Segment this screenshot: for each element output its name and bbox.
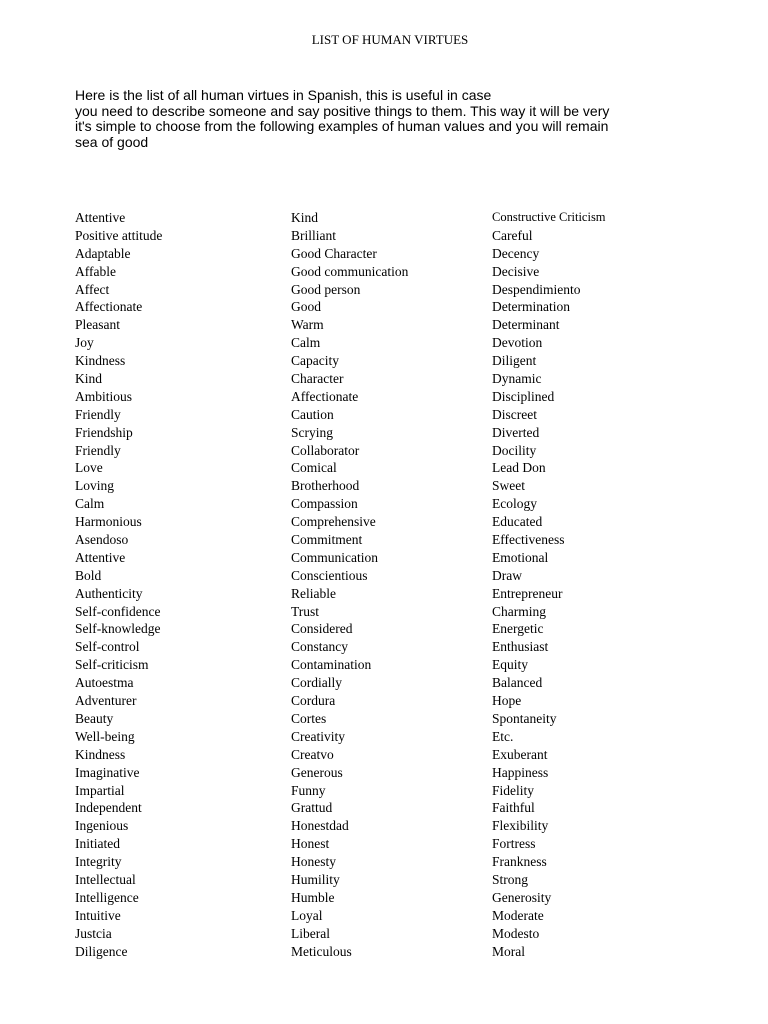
virtue-item: Self-knowledge — [75, 621, 161, 637]
virtue-item: Impartial — [75, 782, 125, 798]
virtue-item: Caution — [291, 406, 334, 422]
virtue-item: Adventurer — [75, 693, 137, 709]
virtue-item: Friendly — [75, 406, 121, 422]
virtue-item: Trust — [291, 603, 320, 619]
virtue-item: Kind — [75, 371, 102, 387]
virtues-column-2 — [291, 209, 481, 960]
virtue-item: Autoestma — [75, 675, 134, 691]
virtue-item: Creatvo — [291, 746, 334, 762]
virtue-item: Faithful — [492, 800, 535, 816]
virtue-item: Energetic — [492, 621, 544, 637]
virtue-item: Loyal — [291, 907, 323, 923]
virtue-item: Devotion — [492, 335, 543, 351]
virtue-item: Diverted — [492, 424, 540, 440]
virtue-item: Hope — [492, 693, 522, 709]
virtue-item: Commitment — [291, 532, 363, 548]
virtue-item: Funny — [291, 782, 326, 798]
virtue-item: Enthusiast — [492, 639, 549, 655]
virtue-item: Constancy — [291, 639, 348, 655]
virtue-item: Warm — [291, 317, 324, 333]
virtues-column-3 — [492, 209, 692, 960]
virtue-item: Adaptable — [75, 245, 131, 261]
virtue-item: Happiness — [492, 764, 549, 780]
virtue-item: Affectionate — [75, 299, 143, 315]
virtue-item: Ambitious — [75, 388, 133, 404]
virtue-item: Meticulous — [291, 943, 352, 959]
virtue-item: Sweet — [492, 478, 525, 494]
virtue-item: Entrepreneur — [492, 585, 563, 601]
virtue-item: Exuberant — [492, 746, 548, 762]
virtue-item: Loving — [75, 478, 114, 494]
virtue-item: Creativity — [291, 728, 345, 744]
virtue-item: Discreet — [492, 406, 537, 422]
virtue-item: Compassion — [291, 496, 358, 512]
virtue-item: Intellectual — [75, 871, 136, 887]
virtue-item: Comprehensive — [291, 514, 376, 530]
intro-line: you need to describe someone and say positive things to them. This way it will be very — [75, 102, 610, 119]
virtue-item: Affect — [75, 281, 110, 297]
virtue-item: Beauty — [75, 710, 114, 726]
virtue-item: Reliable — [291, 585, 336, 601]
virtue-item: Disciplined — [492, 388, 555, 404]
virtue-item: Diligence — [75, 943, 128, 959]
virtue-item: Good Character — [291, 245, 377, 261]
virtue-item: Initiated — [75, 836, 120, 852]
virtue-item: Affectionate — [291, 388, 359, 404]
intro-line: Here is the list of all human virtues in Spanish, this is useful in case — [75, 87, 492, 103]
virtue-item: Cordura — [291, 693, 336, 709]
virtue-item: Self-control — [75, 639, 140, 655]
virtue-item: Equity — [492, 657, 528, 673]
virtue-item: Independent — [75, 800, 142, 816]
virtue-item: Intuitive — [75, 907, 121, 923]
virtue-item: Capacity — [291, 353, 339, 369]
virtue-item: Honesty — [291, 854, 336, 870]
virtue-item: Effectiveness — [492, 532, 565, 548]
virtue-item: Friendship — [75, 424, 133, 440]
virtue-item: Lead Don — [492, 460, 546, 476]
virtue-item: Imaginative — [75, 764, 140, 780]
virtue-item: Charming — [492, 603, 546, 619]
virtue-item: Etc. — [492, 728, 514, 744]
virtue-item: Communication — [291, 549, 378, 565]
virtue-item: Affable — [75, 263, 116, 279]
virtue-item: Ecology — [492, 496, 537, 512]
virtue-item: Love — [75, 460, 103, 476]
virtue-item: Despendimiento — [492, 281, 581, 297]
virtue-item: Kind — [291, 210, 318, 225]
virtue-item: Good — [291, 299, 321, 315]
virtue-item: Frankness — [492, 854, 547, 870]
virtue-item: Positive attitude — [75, 227, 163, 243]
virtue-item: Kindness — [75, 746, 126, 762]
virtue-item: Cortes — [291, 710, 327, 726]
virtue-item: Pleasant — [75, 317, 120, 333]
virtue-item: Honestdad — [291, 818, 349, 834]
virtue-item: Friendly — [75, 442, 121, 458]
virtue-item: Justcia — [75, 925, 112, 941]
virtue-item: Collaborator — [291, 442, 360, 458]
virtue-item: Well-being — [75, 728, 135, 744]
virtue-item: Modesto — [492, 925, 540, 941]
virtue-item: Fortress — [492, 836, 536, 852]
virtue-item: Emotional — [492, 549, 549, 565]
virtue-item: Considered — [291, 621, 353, 637]
virtue-item: Moderate — [492, 907, 544, 923]
virtue-item: Fidelity — [492, 782, 535, 798]
virtue-item: Grattud — [291, 800, 333, 816]
virtue-item: Liberal — [291, 925, 330, 941]
virtue-item: Educated — [492, 514, 543, 530]
virtue-item: Brilliant — [291, 227, 336, 243]
virtue-item: Draw — [492, 567, 522, 583]
virtue-item: Ingenious — [75, 818, 129, 834]
virtue-item: Determinant — [492, 317, 560, 333]
virtue-item: Decency — [492, 245, 540, 261]
virtue-item: Character — [291, 371, 344, 387]
virtue-item: Dynamic — [492, 371, 542, 387]
virtue-item: Harmonious — [75, 514, 142, 530]
virtue-item: Joy — [75, 335, 94, 351]
virtue-item: Generous — [291, 764, 343, 780]
virtue-item: Constructive Criticism — [492, 210, 606, 224]
virtue-item: Asendoso — [75, 532, 129, 548]
intro-line: sea of good — [75, 133, 149, 150]
virtue-item: Kindness — [75, 353, 126, 369]
virtue-item: Attentive — [75, 549, 126, 565]
intro-line: it's simple to choose from the following examples of human values and you will remain — [75, 118, 609, 134]
virtue-item: Good person — [291, 281, 361, 297]
virtue-item: Good communication — [291, 263, 409, 279]
virtue-item: Contamination — [291, 657, 372, 673]
virtue-item: Intelligence — [75, 889, 139, 905]
virtue-item: Determination — [492, 299, 570, 315]
virtue-item: Attentive — [75, 210, 126, 225]
virtue-item: Brotherhood — [291, 478, 360, 494]
virtue-item: Integrity — [75, 854, 122, 870]
virtue-item: Calm — [291, 335, 321, 351]
virtue-item: Conscientious — [291, 567, 368, 583]
virtue-item: Strong — [492, 871, 529, 887]
virtue-item: Self-confidence — [75, 603, 161, 619]
virtue-item: Humility — [291, 871, 340, 887]
virtue-item: Scrying — [291, 424, 333, 440]
virtues-column-1 — [75, 209, 275, 960]
intro-paragraph — [75, 88, 635, 150]
virtue-item: Cordially — [291, 675, 342, 691]
page-title: LIST OF HUMAN VIRTUES — [311, 32, 469, 47]
virtue-item: Bold — [75, 567, 102, 583]
virtue-item: Flexibility — [492, 818, 549, 834]
virtue-item: Generosity — [492, 889, 552, 905]
virtue-item: Docility — [492, 442, 537, 458]
virtue-item: Diligent — [492, 353, 537, 369]
virtue-item: Moral — [492, 943, 525, 959]
virtue-item: Humble — [291, 889, 335, 905]
virtue-item: Careful — [492, 227, 533, 243]
virtue-item: Decisive — [492, 263, 540, 279]
virtue-item: Calm — [75, 496, 105, 512]
virtue-item: Spontaneity — [492, 710, 557, 726]
virtue-item: Balanced — [492, 675, 543, 691]
virtue-item: Comical — [291, 460, 337, 476]
virtue-item: Honest — [291, 836, 330, 852]
virtue-item: Self-criticism — [75, 657, 149, 673]
virtue-item: Authenticity — [75, 585, 143, 601]
